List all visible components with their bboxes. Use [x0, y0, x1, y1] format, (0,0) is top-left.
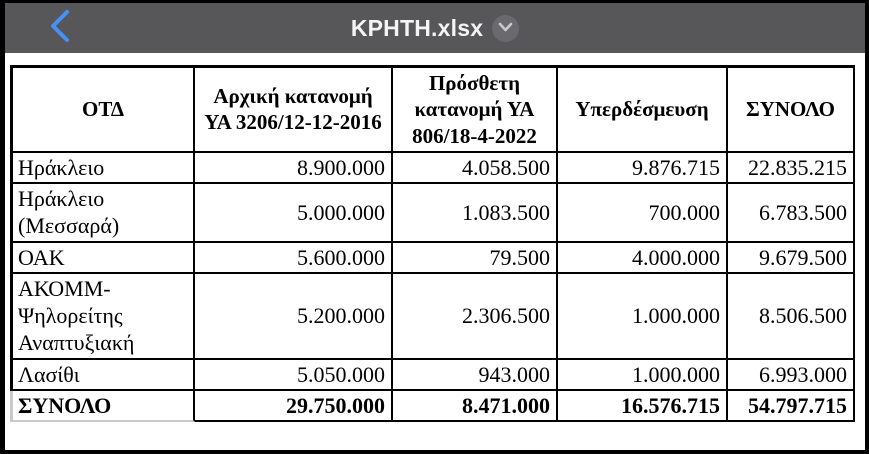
cell-value: 9.876.715 [558, 153, 728, 184]
document-preview-area [5, 53, 865, 450]
column-header-overcommit: Υπερδέσμευση [558, 65, 728, 153]
row-label: ΑΚΟΜΜ-Ψηλορείτης Αναπτυξιακή [10, 274, 195, 360]
back-button[interactable] [49, 3, 71, 53]
table-row [10, 360, 855, 391]
cell-value: 943.000 [393, 360, 558, 391]
cell-value: 5.050.000 [195, 360, 393, 391]
column-header-total: ΣΥΝΟΛΟ [728, 65, 855, 153]
cell-value: 1.000.000 [558, 274, 728, 360]
cell-value: 5.000.000 [195, 184, 393, 243]
total-cell-value: 54.797.715 [728, 391, 855, 422]
app-screen [5, 3, 865, 450]
cell-value: 700.000 [558, 184, 728, 243]
column-header-otd: ΟΤΔ [10, 65, 195, 153]
chevron-left-icon [49, 9, 71, 48]
cell-value: 6.993.000 [728, 360, 855, 391]
chevron-down-icon [498, 19, 513, 37]
cell-value: 6.783.500 [728, 184, 855, 243]
total-cell-value: 16.576.715 [558, 391, 728, 422]
total-row-label: ΣΥΝΟΛΟ [10, 391, 195, 422]
title-dropdown-button[interactable] [492, 15, 519, 42]
cell-value: 1.000.000 [558, 360, 728, 391]
cell-value: 1.083.500 [393, 184, 558, 243]
cell-value: 4.000.000 [558, 243, 728, 274]
cell-value: 4.058.500 [393, 153, 558, 184]
cell-value: 5.200.000 [195, 274, 393, 360]
table-row [10, 243, 855, 274]
header-row [10, 65, 855, 153]
row-label: Λασίθι [10, 360, 195, 391]
table-row [10, 274, 855, 360]
total-cell-value: 29.750.000 [195, 391, 393, 422]
column-header-additional: Πρόσθετη κατανομή ΥΑ 806/18-4-2022 [393, 65, 558, 153]
column-header-initial: Αρχική κατανομή ΥΑ 3206/12-12-2016 [195, 65, 393, 153]
title-group [351, 15, 519, 42]
cell-value: 5.600.000 [195, 243, 393, 274]
total-cell-value: 8.471.000 [393, 391, 558, 422]
table-row [10, 184, 855, 243]
row-label: Ηράκλειο [10, 153, 195, 184]
table-row [10, 153, 855, 184]
total-row [10, 391, 855, 422]
row-label: ΟΑΚ [10, 243, 195, 274]
cell-value: 2.306.500 [393, 274, 558, 360]
cell-value: 22.835.215 [728, 153, 855, 184]
spreadsheet-table [10, 65, 855, 422]
cell-value: 79.500 [393, 243, 558, 274]
cell-value: 9.679.500 [728, 243, 855, 274]
cell-value: 8.506.500 [728, 274, 855, 360]
document-title: ΚΡΗΤΗ.xlsx [350, 14, 484, 41]
cell-value: 8.900.000 [195, 153, 393, 184]
row-label: Ηράκλειο (Μεσσαρά) [10, 184, 195, 243]
navigation-bar [5, 3, 865, 53]
